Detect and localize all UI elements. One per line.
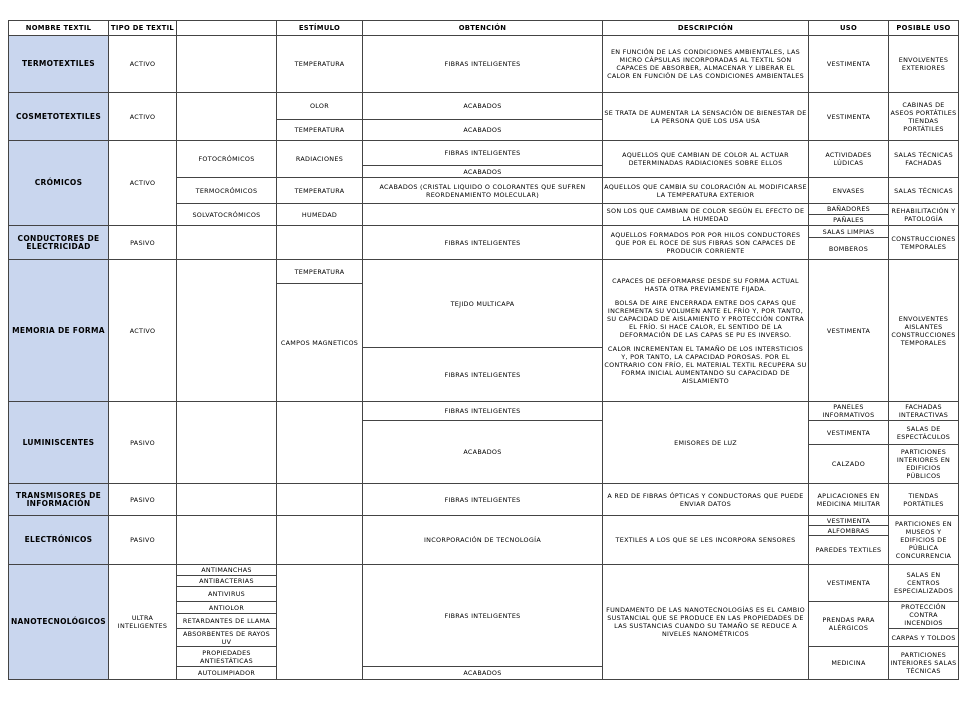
- tipo-cell: PASIVO: [109, 402, 177, 484]
- estimulo-cell: TEMPERATURA: [277, 120, 363, 141]
- subtipo-cell: FOTOCRÓMICOS: [177, 141, 277, 178]
- tipo-cell: ACTIVO: [109, 93, 177, 141]
- blank-cell: [177, 484, 277, 516]
- uso-cell: VESTIMENTA: [809, 36, 889, 93]
- estimulo-cell: [277, 516, 363, 565]
- estimulo-cell: CAMPOS MAGNETICOS: [277, 284, 363, 402]
- posible-uso-cell: PARTICIONES INTERIORES SALAS TÉCNICAS: [889, 647, 959, 680]
- posible-uso-cell: SALAS TÉCNICAS FACHADAS: [889, 141, 959, 178]
- uso-cell: ALFOMBRAS: [809, 526, 889, 536]
- uso-cell: PAÑALES: [809, 215, 889, 226]
- uso-cell: ACTIVIDADES LÚDICAS: [809, 141, 889, 178]
- subtipo-cell: ANTIOLOR: [177, 602, 277, 614]
- uso-cell: BOMBEROS: [809, 238, 889, 260]
- obtencion-cell: [363, 204, 603, 226]
- estimulo-cell: OLOR: [277, 93, 363, 120]
- row-name: LUMINISCENTES: [9, 402, 109, 484]
- descripcion-cell: A RED DE FIBRAS ÓPTICAS Y CONDUCTORAS QUE PUEDE ENVIAR DATOS: [603, 484, 809, 516]
- tipo-cell: ULTRA INTELIGENTES: [109, 565, 177, 680]
- estimulo-cell: [277, 226, 363, 260]
- descripcion-cell: FUNDAMENTO DE LAS NANOTECNOLOGÍAS ES EL CAMBIO SUSTANCIAL QUE SE PRODUCE EN LAS PROPIEDADES DE LAS SUSTANCIAS CUANDO SU TAMAÑO SE REDUCE A NIVELES NANOMÉTRICOS: [603, 565, 809, 680]
- obtencion-cell: ACABADOS: [363, 93, 603, 120]
- row-name: MEMORIA DE FORMA: [9, 260, 109, 402]
- header-blank: [177, 21, 277, 36]
- header-posible-uso: POSIBLE USO: [889, 21, 959, 36]
- descripcion-cell: EMISORES DE LUZ: [603, 402, 809, 484]
- obtencion-cell: INCORPORACIÓN DE TECNOLOGÍA: [363, 516, 603, 565]
- posible-uso-cell: REHABILITACIÓN Y PATOLOGÍA: [889, 204, 959, 226]
- estimulo-cell: RADIACIONES: [277, 141, 363, 178]
- table-row: [9, 484, 959, 516]
- header-row: [9, 21, 959, 36]
- blank-cell: [177, 516, 277, 565]
- descripcion-cell: AQUELLOS QUE CAMBIAN DE COLOR AL ACTUAR DETERMINADAS RADIACIONES SOBRE ELLOS: [603, 141, 809, 178]
- header-nombre: NOMBRE TEXTIL: [9, 21, 109, 36]
- obtencion-cell: FIBRAS INTELIGENTES: [363, 141, 603, 166]
- table-row: [9, 36, 959, 93]
- obtencion-cell: ACABADOS: [363, 421, 603, 484]
- subtipo-cell: ANTIVIRUS: [177, 587, 277, 602]
- tipo-cell: PASIVO: [109, 226, 177, 260]
- row-name: TRANSMISORES DE INFORMACIÓN: [9, 484, 109, 516]
- subtipo-cell: ANTIBACTERIAS: [177, 576, 277, 587]
- uso-cell: VESTIMENTA: [809, 565, 889, 602]
- table-row: [9, 141, 959, 166]
- header-obtencion: OBTENCIÓN: [363, 21, 603, 36]
- table-row: [9, 226, 959, 238]
- posible-uso-cell: PROTECCIÓN CONTRA INCENDIOS: [889, 602, 959, 629]
- textiles-table: [8, 20, 959, 680]
- uso-cell: VESTIMENTA: [809, 93, 889, 141]
- estimulo-cell: [277, 402, 363, 484]
- uso-cell: VESTIMENTA: [809, 421, 889, 445]
- uso-cell: PANELES INFORMATIVOS: [809, 402, 889, 421]
- subtipo-cell: RETARDANTES DE LLAMA: [177, 614, 277, 629]
- descripcion-cell: EN FUNCIÓN DE LAS CONDICIONES AMBIENTALES, LAS MICRO CÁPSULAS INCORPORADAS AL TEXTIL SON CAPACES DE ABSORBER, ALMACENAR Y LIBERAR EL CALOR EN FUNCIÓN DE LAS CONDICIONES AMBIENTALES: [603, 36, 809, 93]
- descripcion-cell: SON LOS QUE CAMBIAN DE COLOR SEGÚN EL EFECTO DE LA HUMEDAD: [603, 204, 809, 226]
- uso-cell: MEDICINA: [809, 647, 889, 680]
- row-name: TERMOTEXTILES: [9, 36, 109, 93]
- posible-uso-cell: PARTICIONES EN MUSEOS Y EDIFICIOS DE PÚBLICA CONCURRENCIA: [889, 516, 959, 565]
- subtipo-cell: SOLVATOCRÓMICOS: [177, 204, 277, 226]
- table-row: [9, 516, 959, 526]
- header-tipo: TIPO DE TEXTIL: [109, 21, 177, 36]
- estimulo-cell: HUMEDAD: [277, 204, 363, 226]
- estimulo-cell: [277, 484, 363, 516]
- descripcion-part: BOLSA DE AIRE ENCERRADA ENTRE DOS CAPAS QUE INCREMENTA SU VOLUMEN ANTE EL FRÍO Y, POR TANTO, SU CAPACIDAD DE AISLAMIENTO Y PROTECCIÓN CONTRA EL FRÍO. SI HACE CALOR, EL SENTIDO DE LA DEFORMACIÓN DE LAS CAPAS SE PU ES INVERSO.: [606, 298, 805, 339]
- row-name: CONDUCTORES DE ELECTRICIDAD: [9, 226, 109, 260]
- uso-cell: ENVASES: [809, 178, 889, 204]
- uso-cell: PAREDES TEXTILES: [809, 536, 889, 565]
- tipo-cell: PASIVO: [109, 484, 177, 516]
- table-row: [9, 260, 959, 284]
- obtencion-cell: FIBRAS INTELIGENTES: [363, 402, 603, 421]
- posible-uso-cell: CABINAS DE ASEOS PORTÁTILES TIENDAS PORTÁTILES: [889, 93, 959, 141]
- posible-uso-cell: ENVOLVENTES EXTERIORES: [889, 36, 959, 93]
- header-descripcion: DESCRIPCIÓN: [603, 21, 809, 36]
- uso-cell: VESTIMENTA: [809, 516, 889, 526]
- row-name: NANOTECNOLÓGICOS: [9, 565, 109, 680]
- obtencion-cell: FIBRAS INTELIGENTES: [363, 36, 603, 93]
- posible-uso-cell: SALAS EN CENTROS ESPECIALIZADOS: [889, 565, 959, 602]
- obtencion-cell: ACABADOS: [363, 120, 603, 141]
- tipo-cell: PASIVO: [109, 516, 177, 565]
- blank-cell: [177, 226, 277, 260]
- blank-cell: [177, 93, 277, 141]
- obtencion-cell: ACABADOS: [363, 667, 603, 680]
- descripcion-cell: TEXTILES A LOS QUE SE LES INCORPORA SENSORES: [603, 516, 809, 565]
- descripcion-cell: [603, 260, 809, 402]
- tipo-cell: ACTIVO: [109, 141, 177, 226]
- descripcion-part: CALOR INCREMENTAN EL TAMAÑO DE LOS INTERSTICIOS Y, POR TANTO, LA CAPACIDAD POROSAS. POR EL CONTRARIO CON FRÍO, EL MATERIAL TEXTIL RECUPERA SU FORMA INICIAL AUMENTANDO SU CAPACIDAD DE AISLAMIENTO: [604, 344, 807, 385]
- row-name: CRÓMICOS: [9, 141, 109, 226]
- subtipo-cell: PROPIEDADES ANTIESTÁTICAS: [177, 647, 277, 667]
- table-row: [9, 565, 959, 576]
- uso-cell: PRENDAS PARA ALÉRGICOS: [809, 602, 889, 647]
- descripcion-cell: SE TRATA DE AUMENTAR LA SENSACIÓN DE BIENESTAR DE LA PERSONA QUE LOS USA USA: [603, 93, 809, 141]
- estimulo-cell: TEMPERATURA: [277, 36, 363, 93]
- posible-uso-cell: CARPAS Y TOLDOS: [889, 629, 959, 647]
- descripcion-cell: AQUELLOS FORMADOS POR POR HILOS CONDUCTORES QUE POR EL ROCE DE SUS FIBRAS SON CAPACES DE PRODUCIR CORRIENTE: [603, 226, 809, 260]
- descripcion-cell: AQUELLOS QUE CAMBIA SU COLORACIÓN AL MODIFICARSE LA TEMPERATURA EXTERIOR: [603, 178, 809, 204]
- posible-uso-cell: TIENDAS PORTÁTILES: [889, 484, 959, 516]
- uso-cell: BAÑADORES: [809, 204, 889, 215]
- obtencion-cell: ACABADOS: [363, 166, 603, 178]
- header-uso: USO: [809, 21, 889, 36]
- subtipo-cell: ANTIMANCHAS: [177, 565, 277, 576]
- uso-cell: CALZADO: [809, 445, 889, 484]
- obtencion-cell: FIBRAS INTELIGENTES: [363, 226, 603, 260]
- uso-cell: APLICACIONES EN MEDICINA MILITAR: [809, 484, 889, 516]
- posible-uso-cell: CONSTRUCCIONES TEMPORALES: [889, 226, 959, 260]
- row-name: ELECTRÓNICOS: [9, 516, 109, 565]
- table-row: [9, 93, 959, 120]
- blank-cell: [177, 402, 277, 484]
- estimulo-cell: TEMPERATURA: [277, 178, 363, 204]
- estimulo-cell: TEMPERATURA: [277, 260, 363, 284]
- tipo-cell: ACTIVO: [109, 36, 177, 93]
- posible-uso-cell: SALAS TÉCNICAS: [889, 178, 959, 204]
- obtencion-cell: FIBRAS INTELIGENTES: [363, 484, 603, 516]
- obtencion-cell: FIBRAS INTELIGENTES: [363, 348, 603, 402]
- table-row: [9, 402, 959, 421]
- obtencion-cell: TEJIDO MULTICAPA: [363, 260, 603, 348]
- estimulo-cell: [277, 565, 363, 680]
- blank-cell: [177, 36, 277, 93]
- uso-cell: SALAS LIMPIAS: [809, 226, 889, 238]
- obtencion-cell: FIBRAS INTELIGENTES: [363, 565, 603, 667]
- posible-uso-cell: ENVOLVENTES AISLANTES CONSTRUCCIONES TEMPORALES: [889, 260, 959, 402]
- posible-uso-cell: PARTICIONES INTERIORES EN EDIFICIOS PÚBLICOS: [889, 445, 959, 484]
- posible-uso-cell: FACHADAS INTERACTIVAS: [889, 402, 959, 421]
- posible-uso-cell: SALAS DE ESPECTÁCULOS: [889, 421, 959, 445]
- subtipo-cell: ABSORBENTES DE RAYOS UV: [177, 629, 277, 647]
- descripcion-part: CAPACES DE DEFORMARSE DESDE SU FORMA ACTUAL HASTA OTRA PREVIAMENTE FIJADA.: [612, 276, 799, 293]
- row-name: COSMETOTEXTILES: [9, 93, 109, 141]
- subtipo-cell: TERMOCRÓMICOS: [177, 178, 277, 204]
- uso-cell: VESTIMENTA: [809, 260, 889, 402]
- obtencion-cell: ACABADOS (CRISTAL LIQUIDO O COLORANTES QUE SUFREN REORDENAMIENTO MOLECULAR): [363, 178, 603, 204]
- header-estimulo: ESTÍMULO: [277, 21, 363, 36]
- blank-cell: [177, 260, 277, 402]
- tipo-cell: ACTIVO: [109, 260, 177, 402]
- subtipo-cell: AUTOLIMPIADOR: [177, 667, 277, 680]
